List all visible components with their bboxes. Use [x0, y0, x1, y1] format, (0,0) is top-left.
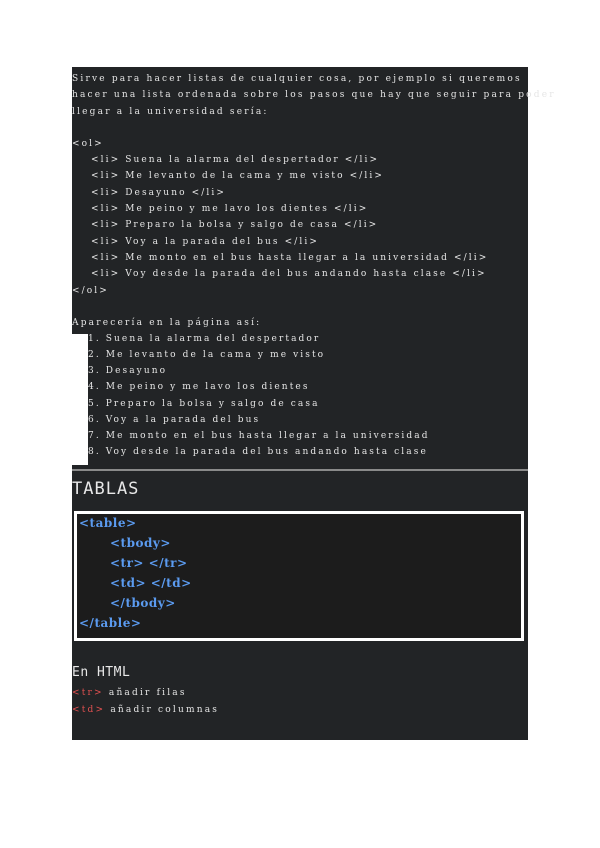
td-definition: [72, 705, 219, 715]
rendered-list-item: 2. Me levanto de la cama y me visto: [88, 350, 326, 360]
tr-definition: [72, 688, 187, 698]
ol-close-tag: </ol>: [72, 286, 109, 296]
rendered-list-item: 1. Suena la alarma del despertador: [88, 334, 321, 344]
intro-line-2: hacer una lista ordenada sobre los pasos que hay que seguir para poder: [72, 90, 556, 100]
tr-desc: añadir filas: [103, 688, 187, 698]
td-desc: añadir columnas: [105, 705, 220, 715]
code-td: <td> </td>: [110, 576, 192, 590]
section-divider: [72, 469, 528, 471]
code-tbody-close: </tbody>: [110, 596, 176, 610]
li-code-line: <li> Suena la alarma del despertador </li>: [91, 155, 380, 165]
rendered-list-item: 7. Me monto en el bus hasta llegar a la universidad: [88, 431, 430, 441]
table-code-block: [74, 511, 524, 641]
code-table-close: </table>: [79, 616, 142, 630]
li-code-line: <li> Me peino y me lavo los dientes </li>: [91, 204, 369, 214]
code-tbody-open: <tbody>: [110, 536, 171, 550]
li-code-line: <li> Desayuno </li>: [91, 188, 226, 198]
li-code-line: <li> Me levanto de la cama y me visto </li>: [91, 171, 384, 181]
rendered-list-item: 4. Me peino y me lavo los dientes: [88, 382, 310, 392]
document-panel: [72, 67, 556, 740]
rendered-list-item: 3. Desayuno: [88, 366, 168, 376]
en-html-heading: En HTML: [72, 665, 131, 680]
code-table-open: <table>: [79, 516, 137, 530]
li-code-line: <li> Preparo la bolsa y salgo de casa </li>: [91, 220, 379, 230]
li-code-line: <li> Voy a la parada del bus </li>: [91, 237, 319, 247]
li-code-line: <li> Me monto en el bus hasta llegar a la universidad </li>: [91, 253, 489, 263]
code-tr: <tr> </tr>: [110, 556, 188, 570]
rendered-list-item: 8. Voy desde la parada del bus andando hasta clase: [88, 447, 428, 457]
intro-line-3: llegar a la universidad sería:: [72, 107, 269, 117]
ol-open-tag: <ol>: [72, 139, 104, 149]
intro-line-1: Sirve para hacer listas de cualquier cosa, por ejemplo si queremos: [72, 74, 522, 84]
li-code-line: <li> Voy desde la parada del bus andando hasta clase </li>: [91, 269, 487, 279]
list-marker-strip: [72, 334, 88, 465]
tablas-heading: TABLAS: [72, 479, 140, 499]
rendered-list-item: 5. Preparo la bolsa y salgo de casa: [88, 399, 320, 409]
tr-tag: <tr>: [72, 688, 104, 698]
rendered-label: Aparecería en la página así:: [72, 318, 262, 328]
rendered-list-item: 6. Voy a la parada del bus: [88, 415, 261, 425]
td-tag: <td>: [72, 705, 106, 715]
